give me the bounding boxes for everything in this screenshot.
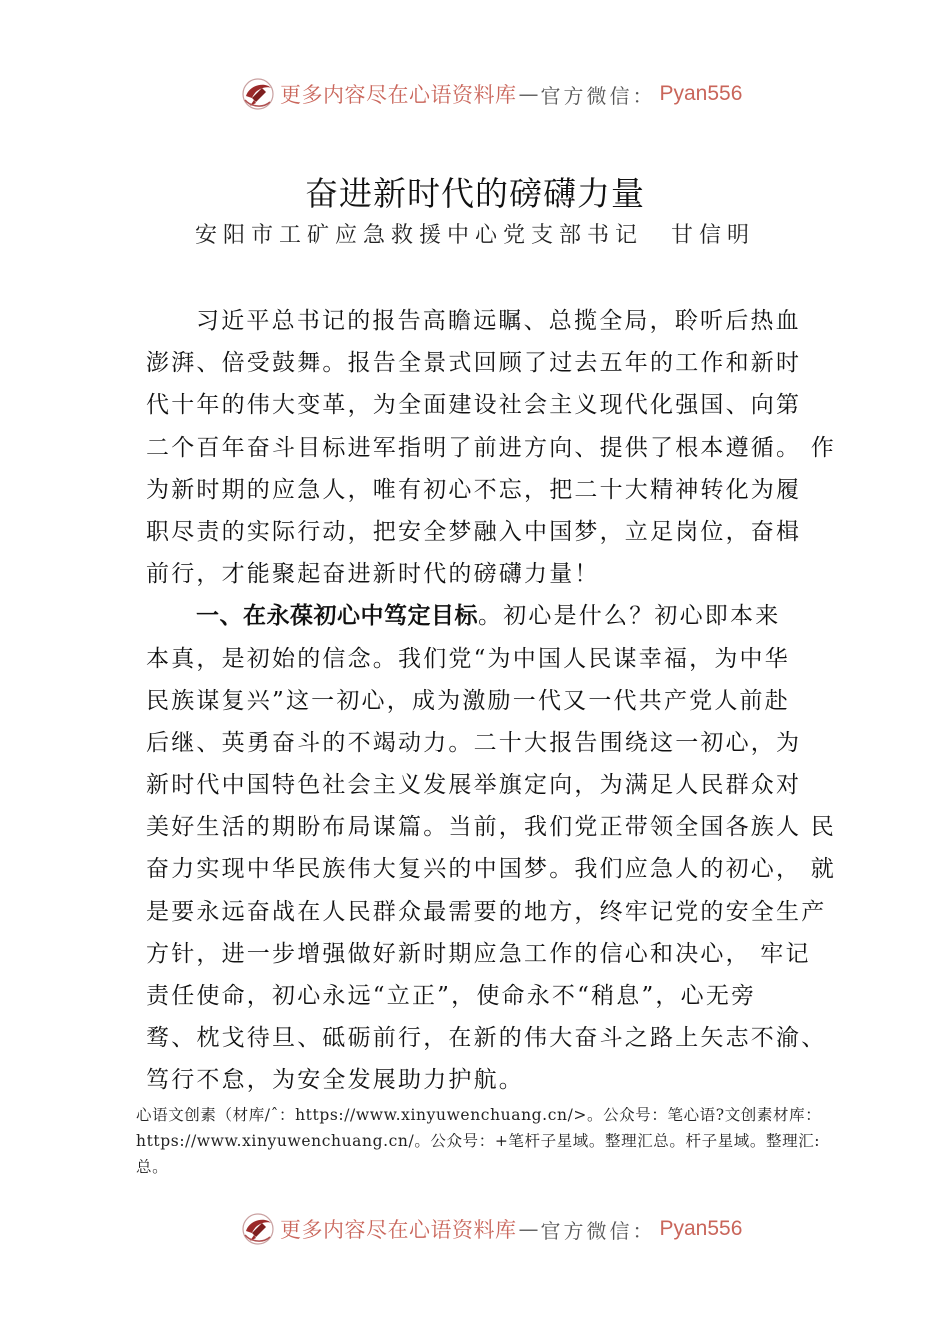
paragraph-line: 为新时期的应急人，唯有初心不忘，把二十大精神转化为履 [146,476,802,503]
quill-pen-logo-icon [240,1211,276,1247]
footer-promo-banner[interactable] [240,1207,742,1251]
banner-dash: — [518,1217,539,1241]
section-heading-line [146,595,836,637]
paragraph-line: 澎湃、倍受鼓舞。报告全景式回顾了过去五年的工作和新时 [146,350,802,377]
document-body [146,300,836,1102]
paragraph-line: 二个百年奋斗目标进军指明了前进方向、提供了根本遵循。 作 [146,434,836,461]
section-heading: 一、在永葆初心中笃定目标 [196,603,478,630]
paragraph-line: 是要永远奋战在人民群众最需要的地方，终牢记党的安全生产 [146,898,827,925]
paragraph-line: 骛、枕戈待旦、砥砺前行，在新的伟大奋斗之路上矢志不渝、 [146,1025,827,1052]
wechat-id: Pyan556 [659,82,743,105]
paragraph-line: 本真，是初始的信念。我们党“为中国人民谋幸福，为中华 [146,645,790,672]
paragraph-line: 笃行不怠，为安全发展助力护航。 [146,1067,524,1094]
wechat-label: 官方微信： [540,83,656,108]
source-note-line: https://www.xinyuwenchuang.cn/。公众号：+笔杆子星域。整理汇总。杆子星域。整理汇: [136,1132,821,1150]
banner-dash: — [518,82,539,106]
paragraph-line: 前行，才能聚起奋进新时代的磅礴力量！ [146,561,600,588]
paragraph-line: 方针，进一步增强做好新时期应急工作的信心和决心， 牢记 [146,940,811,967]
source-note [136,1102,846,1180]
paragraph-line: 美好生活的期盼布局谋篇。当前，我们党正带领全国各族人 民 [146,814,836,841]
paragraph-line: 民族谋复兴”这一初心，成为激励一代又一代共产党人前赴 [146,687,790,714]
document-byline: 安阳市工矿应急救援中心党支部书记 甘信明 [194,223,755,248]
wechat-label: 官方微信： [540,1218,656,1243]
source-note-line: 心语文创素（材库/ˆ：https://www.xinyuwenchuang.cn/>。公众号：笔心语?文创素材库： [136,1106,822,1124]
paragraph-line: 习近平总书记的报告高瞻远瞩、总揽全局，聆听后热血 [196,308,801,334]
paragraph-line: 责任使命，初心永远“立正”，使命永不“稍息”，心无旁 [146,983,757,1009]
header-promo-banner[interactable] [240,72,742,116]
section-heading-tail: 。初心是什么？初心即本来 [478,603,781,630]
document-title: 奋进新时代的磅礴力量 [305,174,645,213]
paragraph-line: 职尽责的实际行动，把安全梦融入中国梦，立足岗位，奋楫 [146,518,802,545]
promo-text: 更多内容尽在心语资料库 [280,1218,517,1242]
quill-pen-logo-icon [240,76,276,112]
paragraph-line: 奋力实现中华民族伟大复兴的中国梦。我们应急人的初心， 就 [146,856,836,883]
promo-text: 更多内容尽在心语资料库 [280,83,517,107]
paragraph-line: 代十年的伟大变革，为全面建设社会主义现代化强国、向第 [146,392,802,419]
source-note-line: 总。 [136,1158,169,1176]
paragraph-line: 新时代中国特色社会主义发展举旗定向，为满足人民群众对 [146,772,802,799]
paragraph-line: 后继、英勇奋斗的不竭动力。二十大报告围绕这一初心，为 [146,729,802,756]
wechat-id: Pyan556 [659,1217,743,1240]
